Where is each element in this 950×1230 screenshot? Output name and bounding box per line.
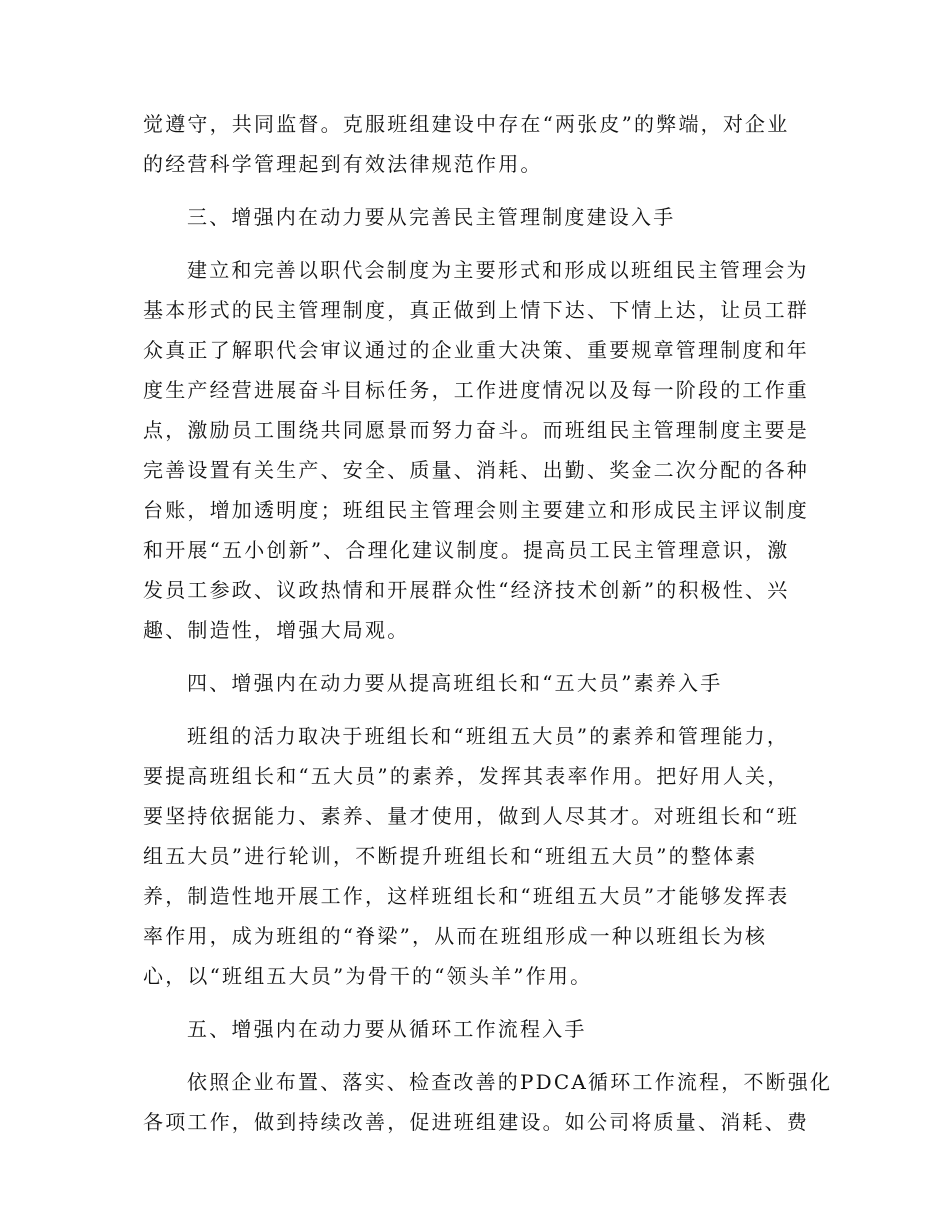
paragraph-line: 点，激励员工围绕共同愿景而努力奋斗。而班组民主管理制度主要是 <box>143 418 809 442</box>
section-heading-3: 三、增强内在动力要从完善民主管理制度建设入手 <box>187 205 676 229</box>
paragraph-line: 依照企业布置、落实、检查改善的PDCA循环工作流程，不断强化 <box>187 1070 833 1094</box>
paragraph-line: 和开展“五小创新”、合理化建议制度。提高员工民主管理意识，激 <box>143 538 790 562</box>
section-heading-4: 四、增强内在动力要从提高班组长和“五大员”素养入手 <box>187 671 723 695</box>
paragraph-line: 完善设置有关生产、安全、质量、消耗、出勤、奖金二次分配的各种 <box>143 458 809 482</box>
paragraph-line: 觉遵守，共同监督。克服班组建设中存在“两张皮”的弊端，对企业 <box>143 112 790 136</box>
paragraph-line: 发员工参政、议政热情和开展群众性“经济技术创新”的积极性、兴 <box>143 578 790 602</box>
paragraph-line: 各项工作，做到持续改善，促进班组建设。如公司将质量、消耗、费 <box>143 1110 809 1134</box>
paragraph-line: 要提高班组长和“五大员”的素养，发挥其表率作用。把好用人关， <box>143 764 790 788</box>
paragraph-line: 养，制造性地开展工作，这样班组长和“班组五大员”才能够发挥表 <box>143 884 790 908</box>
paragraph-line: 度生产经营进展奋斗目标任务，工作进度情况以及每一阶段的工作重 <box>143 378 809 402</box>
paragraph-line: 基本形式的民主管理制度，真正做到上情下达、下情上达，让员工群 <box>143 298 809 322</box>
paragraph-line: 的经营科学管理起到有效法律规范作用。 <box>143 152 543 176</box>
paragraph-line: 趣、制造性，增强大局观。 <box>143 618 410 642</box>
paragraph-line: 众真正了解职代会审议通过的企业重大决策、重要规章管理制度和年 <box>143 338 809 362</box>
paragraph-line: 班组的活力取决于班组长和“班组五大员”的素养和管理能力， <box>187 724 790 748</box>
section-heading-5: 五、增强内在动力要从循环工作流程入手 <box>187 1017 587 1041</box>
paragraph-line: 心，以“班组五大员”为骨干的“领头羊”作用。 <box>143 964 593 988</box>
paragraph-line: 要坚持依据能力、素养、量才使用，做到人尽其才。对班组长和“班 <box>143 804 800 828</box>
paragraph-line: 组五大员”进行轮训，不断提升班组长和“班组五大员”的整体素 <box>143 844 758 868</box>
paragraph-line: 建立和完善以职代会制度为主要形式和形成以班组民主管理会为 <box>187 258 809 282</box>
paragraph-line: 台账，增加透明度；班组民主管理会则主要建立和形成民主评议制度 <box>143 498 809 522</box>
paragraph-line: 率作用，成为班组的“脊梁”，从而在班组形成一种以班组长为核 <box>143 924 768 948</box>
